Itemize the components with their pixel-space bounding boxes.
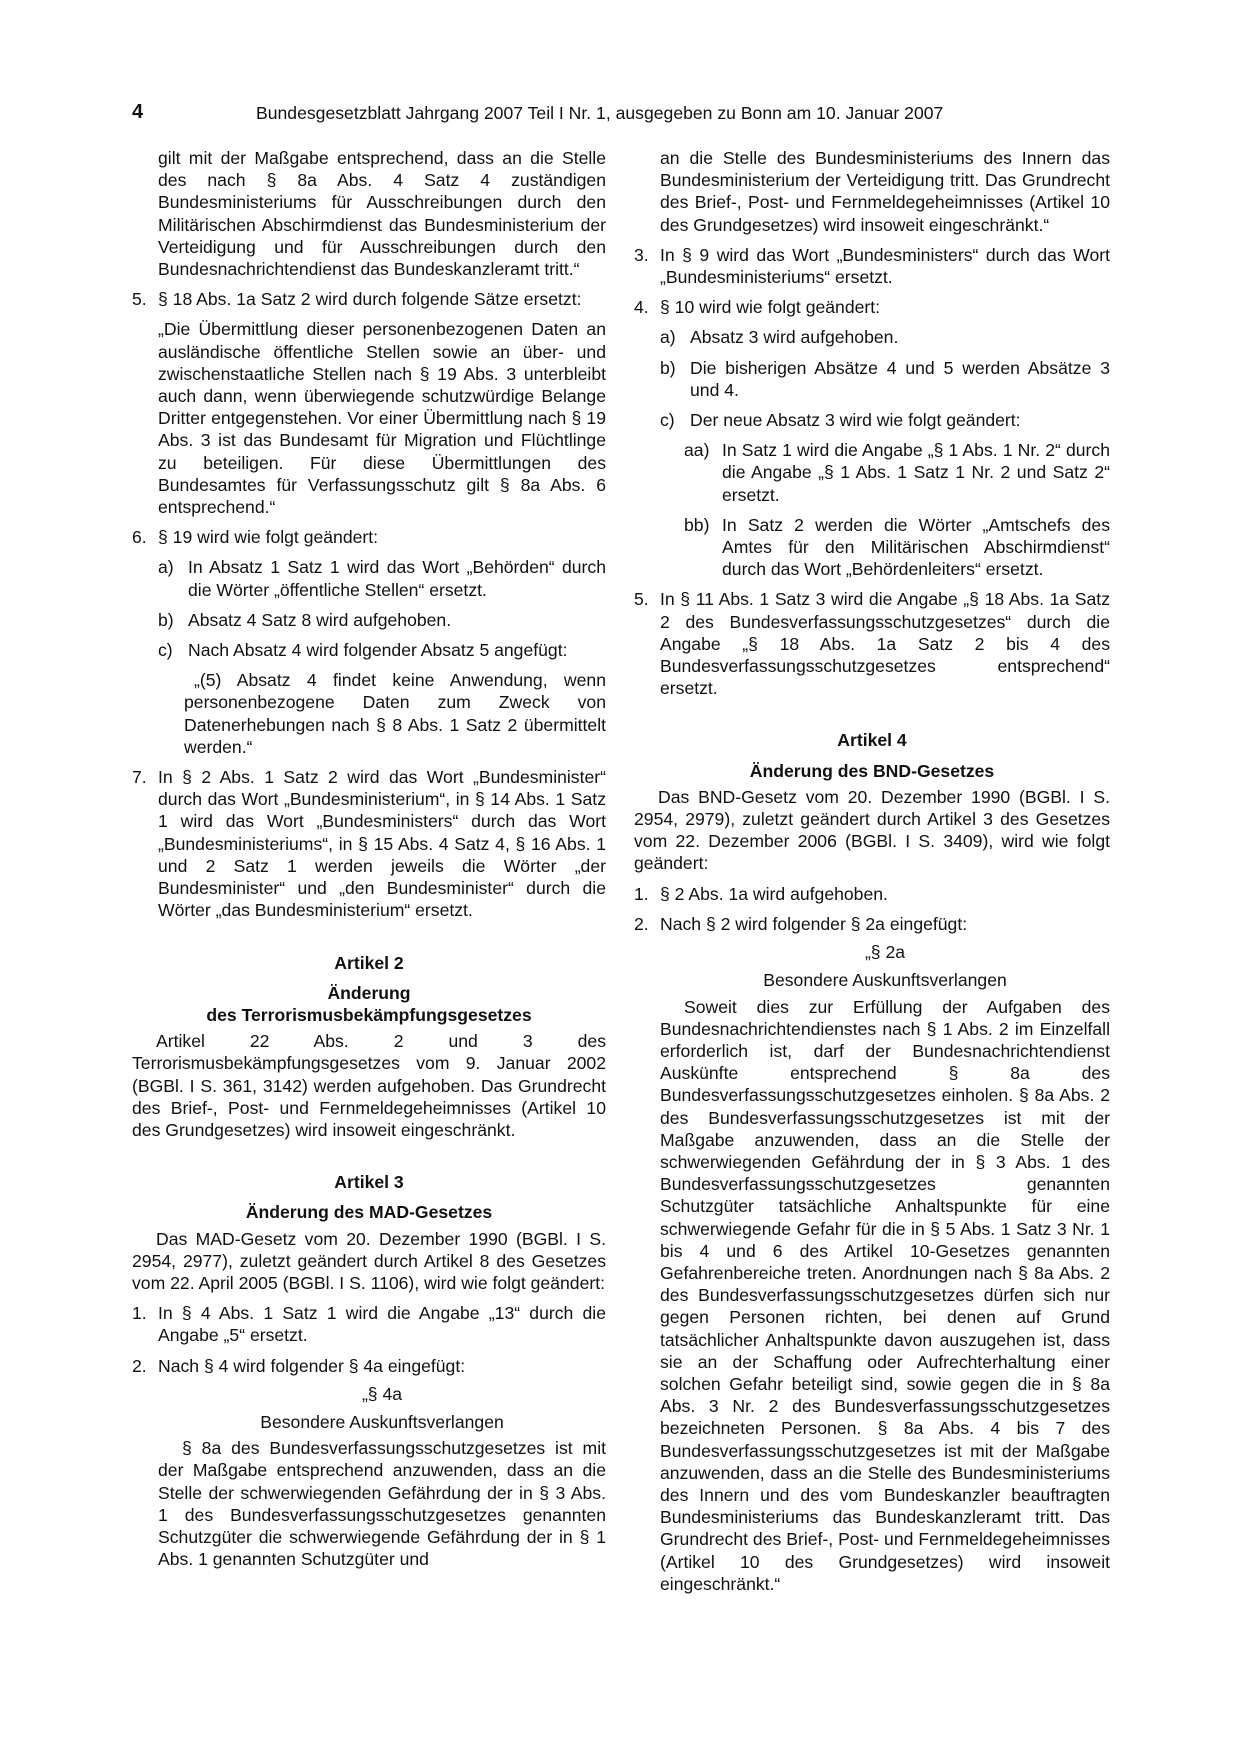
section-number: „§ 4a <box>361 1383 403 1404</box>
list-item-text: § 10 wird wie folgt geändert: <box>660 297 881 318</box>
running-head: Bundesgesetzblatt Jahrgang 2007 Teil I Nr. 1, ausgegeben zu Bonn am 10. Januar 2007 <box>256 103 944 123</box>
list-item-1: 1. § 2 Abs. 1a wird aufgehoben. <box>634 883 1110 905</box>
list-item-text: Absatz 4 Satz 8 wird aufgehoben. <box>188 609 452 630</box>
left-column <box>132 147 606 1570</box>
continued-paragraph: gilt mit der Maßgabe entsprechend, dass an die Stelle des nach § 8a Abs. 4 Satz 4 zuständigen Bundesministeriums für Ausschreibungen durch den Militärischen Abschirmdienst das Bundesministerium der Verteidigung und für Ausschreibungen durch den Bundesnachrichtendienst das Bundeskanzleramt tritt.“ <box>158 148 606 280</box>
list-item-5: 5. § 18 Abs. 1a Satz 2 wird durch folgende Sätze ersetzt: <box>132 288 606 310</box>
list-item-text: In Satz 1 wird die Angabe „§ 1 Abs. 1 Nr. 2“ durch die Angabe „§ 1 Abs. 1 Satz 1 Nr. 2 und Satz 2“ ersetzt. <box>722 440 1110 505</box>
article-4-body: Das BND-Gesetz vom 20. Dezember 1990 (BGBl. I S. 2954, 2979), zuletzt geändert durch Artikel 3 des Gesetzes vom 22. Dezember 2006 (BGBl. I S. 3409), wird wie folgt geändert: <box>634 786 1110 874</box>
list-item-text: In § 11 Abs. 1 Satz 3 wird die Angabe „§ 18 Abs. 1a Satz 2 des Bundesverfassungsschutzgesetzes“ durch die Angabe „§ 18 Abs. 1a Satz 2 bis 4 des Bundesverfassungsschutzgesetzes entsprechend“ ersetzt. <box>660 589 1110 699</box>
list-item-7: 7. In § 2 Abs. 1 Satz 2 wird das Wort „Bundesminister“ durch das Wort „Bundesministerium“, in § 14 Abs. 1 Satz 1 wird das Wort „Bundesministers“ durch das Wort „Bundesministeriums“, in § 15 Abs. 4 Satz 4, § 16 Abs. 1 und 2 Satz 1 werden jeweils die Wörter „der Bundesminister“ und „den Bundesminister“ durch die Wörter „das Bundesministerium“ ersetzt. <box>132 767 606 921</box>
list-item-text: Nach § 2 wird folgender § 2a eingefügt: <box>660 913 968 934</box>
list-item-2: 2. Nach § 2 wird folgender § 2a eingefügt: <box>634 913 1110 935</box>
list-item-3: 3. In § 9 wird das Wort „Bundesministers“ durch das Wort „Bundesministeriums“ ersetzt. <box>634 244 1110 288</box>
list-item-text: § 2 Abs. 1a wird aufgehoben. <box>660 883 888 904</box>
continued-paragraph: an die Stelle des Bundesministeriums des Innern das Bundesministerium der Verteidigung tritt. Das Grundrecht des Brief-, Post- und Fernmeldegeheimnisses (Artikel 10 des Grundgesetzes) wird insoweit eingeschränkt.“ <box>660 148 1110 235</box>
section-body: § 8a des Bundesverfassungsschutzgesetzes ist mit der Maßgabe entsprechend anzuwenden, dass an die Stelle der schwerwiegenden Gefährdung der in § 3 Abs. 1 des Bundesverfassungsschutzgesetzes genannten Schutzgüter die schwerwiegende Gefährdung der in § 1 Abs. 1 genannten Schutzgüter und <box>158 1438 606 1570</box>
list-item-text: Absatz 3 wird aufgehoben. <box>690 327 899 348</box>
list-item-1: 1. In § 4 Abs. 1 Satz 1 wird die Angabe „13“ durch die Angabe „5“ ersetzt. <box>132 1303 606 1346</box>
section-body: Soweit dies zur Erfüllung der Aufgaben des Bundesnachrichtendienstes nach § 1 Abs. 2 im Einzelfall erforderlich ist, darf der Bundesnachrichtendienst Auskünfte entsprechend § 8a des Bundesverfassungsschutzgesetzes einholen. § 8a Abs. 2 des Bundesverfassungsschutzgesetzes ist mit der Maßgabe anzuwenden, dass an die Stelle der schwerwiegenden Gefährdung der in § 3 Abs. 1 des Bundesverfassungsschutzgesetzes genannten Schutzgüter tatsächliche Anhaltspunkte für eine schwerwiegende Gefahr für die in § 5 Abs. 1 Satz 3 Nr. 1 bis 4 und 6 des Artikel 10-Gesetzes genannten Gefahrenbereiche treten. Anordnungen nach § 8a Abs. 2 des Bundesverfassungsschutzgesetzes dürfen sich nur gegen Personen richten, bei denen auf Grund tatsächlicher Anhaltspunkte davon auszugehen ist, dass sie an der Schaffung oder Aufrechterhaltung einer solchen Gefahr beteiligt sind, sowie gegen die in § 8a Abs. 3 Nr. 2 des Bundesverfassungsschutzgesetzes bezeichneten Personen. § 8a Abs. 4 bis 7 des Bundesverfassungsschutzgesetzes ist mit der Maßgabe anzuwenden, dass an die Stelle des Bundesministeriums des Innern und des vom Bundeskanzler beauftragten Bundesministeriums das Bundeskanzleramt tritt. Das Grundrecht des Brief-, Post- und Fernmeldegeheimnisses (Artikel 10 des Grundgesetzes) wird insoweit eingeschränkt.“ <box>660 996 1110 1594</box>
list-item-text: In § 4 Abs. 1 Satz 1 wird die Angabe „13“ durch die Angabe „5“ ersetzt. <box>158 1303 606 1346</box>
list-item-text: § 18 Abs. 1a Satz 2 wird durch folgende Sätze ersetzt: <box>158 289 582 310</box>
list-item-6c: c) Nach Absatz 4 wird folgender Absatz 5 angefügt: <box>132 639 606 661</box>
page-number: 4 <box>132 101 144 123</box>
section-number: „§ 2a <box>864 942 906 963</box>
list-item-4a: a) Absatz 3 wird aufgehoben. <box>634 326 1110 348</box>
article-2-title: Artikel 2 <box>334 952 404 973</box>
list-item-4c-bb: bb) In Satz 2 werden die Wörter „Amtschefs des Amtes für den Militärischen Abschirmdienst“ durch das Wort „Behördenleiters“ ersetzt. <box>684 514 1110 580</box>
list-item-text: In § 9 wird das Wort „Bundesministers“ durch das Wort „Bundesministeriums“ ersetzt. <box>660 244 1110 288</box>
list-item-text: Der neue Absatz 3 wird wie folgt geändert: <box>690 410 1021 431</box>
list-item-text: § 19 wird wie folgt geändert: <box>158 527 379 548</box>
list-item-text: Nach Absatz 4 wird folgender Absatz 5 angefügt: <box>188 640 568 661</box>
section-title: Besondere Auskunftsverlangen <box>260 1411 504 1432</box>
list-item-6: 6. § 19 wird wie folgt geändert: <box>132 526 606 548</box>
list-item-text: In Absatz 1 Satz 1 wird das Wort „Behörden“ durch die Wörter „öffentliche Stellen“ ersetzt. <box>188 557 606 600</box>
list-item-text: Die bisherigen Absätze 4 und 5 werden Absätze 3 und 4. <box>690 357 1110 400</box>
article-3-subtitle: Änderung des MAD-Gesetzes <box>245 1202 493 1223</box>
quoted-text: „(5) Absatz 4 findet keine Anwendung, wenn personenbezogene Daten zum Zweck von Datenerhebungen nach § 8 Abs. 1 Satz 2 übermittelt werden.“ <box>184 670 606 757</box>
page-header <box>132 101 1012 125</box>
list-item-4b: b) Die bisherigen Absätze 4 und 5 werden Absätze 3 und 4. <box>660 357 1110 400</box>
article-3-title: Artikel 3 <box>334 1172 404 1193</box>
list-item-2: 2. Nach § 4 wird folgender § 4a eingefügt: <box>132 1355 606 1377</box>
article-2-subtitle: Änderung <box>327 982 411 1003</box>
article-4-title: Artikel 4 <box>837 730 907 751</box>
list-item-text: In § 2 Abs. 1 Satz 2 wird das Wort „Bundesminister“ durch das Wort „Bundesministerium“, in § 14 Abs. 1 Satz 1 wird das Wort „Bundesministers“ durch das Wort „Bundesministeriums“, in § 15 Abs. 4 Satz 4, § 16 Abs. 1 und 2 Satz 1 werden jeweils die Wörter „der Bundesminister“ und „den Bundesminister“ durch die Wörter „das Bundesministerium“ ersetzt. <box>158 767 606 921</box>
article-2-subtitle: des Terrorismusbekämpfungsgesetzes <box>206 1004 532 1025</box>
section-title: Besondere Auskunftsverlangen <box>763 970 1007 991</box>
list-item-5: 5. In § 11 Abs. 1 Satz 3 wird die Angabe „§ 18 Abs. 1a Satz 2 des Bundesverfassungsschutzgesetzes“ durch die Angabe „§ 18 Abs. 1a Satz 2 bis 4 des Bundesverfassungsschutzgesetzes entsprechend“ ersetzt. <box>634 589 1110 699</box>
right-column <box>634 147 1110 1595</box>
list-item-4: 4. § 10 wird wie folgt geändert: <box>634 296 1110 318</box>
quoted-text: „Die Übermittlung dieser personenbezogenen Daten an ausländische öffentliche Stellen sowie an über- und zwischenstaatliche Stellen nach § 19 Abs. 3 unterbleibt auch dann, wenn überwiegende schutzwürdige Belange Dritter entgegenstehen. Vor einer Übermittlung nach § 19 Abs. 3 ist das Bundesamt für Migration und Flüchtlinge zu beteiligen. Für diese Übermittlungen des Bundesamtes für Verfassungsschutz gilt § 8a Abs. 6 entsprechend.“ <box>158 319 606 518</box>
list-item-6b: b) Absatz 4 Satz 8 wird aufgehoben. <box>132 609 606 631</box>
list-item-text: Nach § 4 wird folgender § 4a eingefügt: <box>158 1355 466 1376</box>
list-item-text: In Satz 2 werden die Wörter „Amtschefs des Amtes für den Militärischen Abschirmdienst“ durch das Wort „Behördenleiters“ ersetzt. <box>722 514 1110 580</box>
article-3-body: Das MAD-Gesetz vom 20. Dezember 1990 (BGBl. I S. 2954, 2977), zuletzt geändert durch Artikel 8 des Gesetzes vom 22. April 2005 (BGBl. I S. 1106), wird wie folgt geändert: <box>132 1228 606 1293</box>
article-2-body: Artikel 22 Abs. 2 und 3 des Terrorismusbekämpfungsgesetzes vom 9. Januar 2002 (BGBl. I S. 361, 3142) werden aufgehoben. Das Grundrecht des Brief-, Post- und Fernmeldegeheimnisses (Artikel 10 des Grundgesetzes) wird insoweit eingeschränkt. <box>132 1031 606 1140</box>
article-4-subtitle: Änderung des BND-Gesetzes <box>749 760 995 781</box>
list-item-4c-aa: aa) In Satz 1 wird die Angabe „§ 1 Abs. 1 Nr. 2“ durch die Angabe „§ 1 Abs. 1 Satz 1 Nr. 2 und Satz 2“ ersetzt. <box>684 440 1110 505</box>
list-item-4c: c) Der neue Absatz 3 wird wie folgt geändert: <box>634 409 1110 431</box>
list-item-6a: a) In Absatz 1 Satz 1 wird das Wort „Behörden“ durch die Wörter „öffentliche Stellen“ ersetzt. <box>158 557 606 600</box>
